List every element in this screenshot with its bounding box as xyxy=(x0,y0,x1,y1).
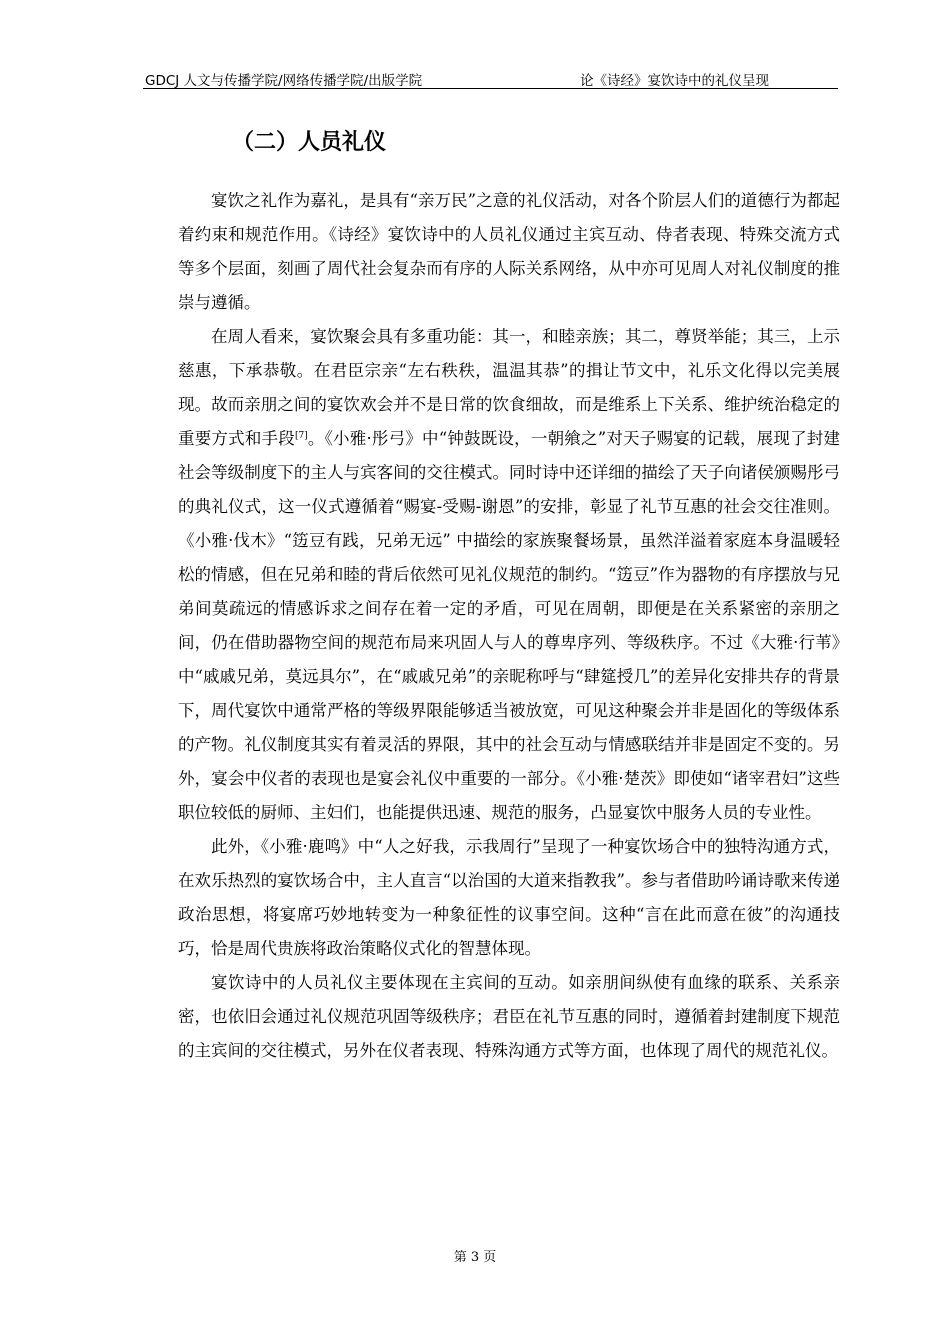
page-header xyxy=(143,69,838,89)
section-heading: （二）人员礼仪 xyxy=(232,130,387,155)
body-text xyxy=(178,184,840,1068)
paragraph-3: 此外，《小雅·鹿鸣》中“人之好我，示我周行”呈现了一种宴饮场合中的独特沟通方式，在欢乐热烈的宴饮场合中，主人直言“以治国的大道来指教我”。参与者借助吟诵诗歌来传递政治思想，将宴席巧妙地转变为一种象征性的议事空间。这种“言在此而意在彼”的沟通技巧，恰是周代贵族将政治策略仪式化的智慧体现。 xyxy=(178,837,840,958)
header-paper-title: 论《诗经》宴饮诗中的礼仪呈现 xyxy=(580,73,769,89)
page-number: 3 xyxy=(470,1250,480,1265)
paragraph-2 xyxy=(178,320,840,830)
paragraph-4: 宴饮诗中的人员礼仪主要体现在主宾间的互动。如亲朋间纵使有血缘的联系、关系亲密，也依旧会通过礼仪规范巩固等级秩序；君臣在礼节互惠的同时，遵循着封建制度下规范的主宾间的交往模式，另外在仪者表现、特殊沟通方式等方面，也体现了周代的规范礼仪。 xyxy=(178,973,840,1060)
header-institution: GDCJ 人文与传播学院/网络传播学院/出版学院 xyxy=(145,73,423,89)
paragraph-1: 宴饮之礼作为嘉礼，是具有“亲万民”之意的礼仪活动，对各个阶层人们的道德行为都起着约束和规范作用。《诗经》宴饮诗中的人员礼仪通过主宾互动、侍者表现、特殊交流方式等多个层面，刻画了周代社会复杂而有序的人际关系网络，从中亦可见周人对礼仪制度的推崇与遵循。 xyxy=(178,191,840,312)
page-label-prefix: 第 xyxy=(453,1250,467,1265)
paragraph-2-text: 在周人看来，宴饮聚会具有多重功能：其一，和睦亲族；其二，尊贤举能；其三，上示慈惠，下承恭敬。在君臣宗亲“左右秩秩，温温其恭”的揖让节文中，礼乐文化得以完美展现。故而亲朋之间的宴饮欢会并不是日常的饮食细故，而是维系上下关系、维护统治稳定的重要方式和手段 xyxy=(178,327,840,448)
page-footer xyxy=(0,1246,950,1265)
paragraph-2-continuation: 。《小雅·彤弓》中“钟鼓既设，一朝飨之”对天子赐宴的记载，展现了封建社会等级制度下的主人与宾客间的交往模式。同时诗中还详细的描绘了天子向诸侯颁赐彤弓的典礼仪式，这一仪式遵循着“赐宴-受赐-谢恩”的安排，彰显了礼节互惠的社会交往准则。《小雅·伐木》“笾豆有践，兄弟无远” 中描绘的家族聚餐场景，虽然洋溢着家庭本身温暖轻松的情感，但在兄弟和睦的背后依然可见礼仪规范的制约。“笾豆”作为器物的有序摆放与兄弟间莫疏远的情感诉求之间存在着一定的矛盾，可见在周朝，即便是在关系紧密的亲朋之间，仍在借助器物空间的规范布局来巩固人与人的尊卑序列、等级秩序。不过《大雅·行苇》中“戚戚兄弟，莫远具尔”，在“戚戚兄弟”的亲昵称呼与“肆筵授几”的差异化安排共存的背景下，周代宴饮中通常严格的等级界限能够适当被放宽，可见这种聚会并非是固化的等级体系的产物。礼仪制度其实有着灵活的界限，其中的社会互动与情感联结并非是固定不变的。另外，宴会中仪者的表现也是宴会礼仪中重要的一部分。《小雅·楚茨》即使如“诸宰君妇”这些职位较低的厨师、主妇们，也能提供迅速、规范的服务，凸显宴饮中服务人员的专业性。 xyxy=(178,429,840,822)
page-label-suffix: 页 xyxy=(483,1250,497,1265)
citation-marker: [7] xyxy=(294,431,308,441)
